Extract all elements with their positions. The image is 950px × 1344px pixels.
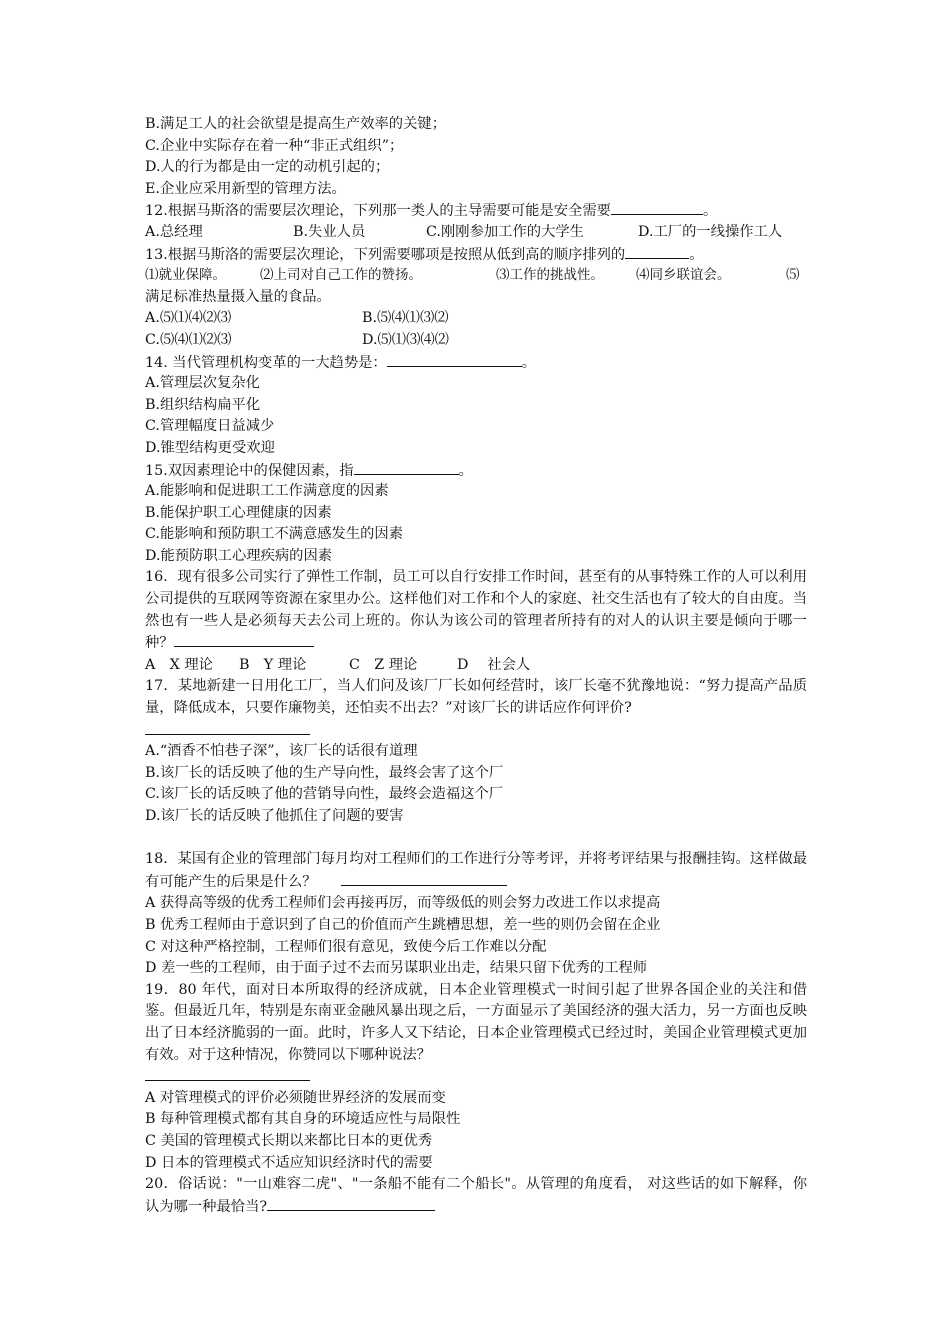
q14-option-d: D.锥型结构更受欢迎 xyxy=(145,439,275,456)
answer-blank xyxy=(611,200,703,215)
q16-options xyxy=(145,655,807,677)
q13-option-b: B.⑸⑷⑴⑶⑵ xyxy=(362,310,449,327)
q17-option-a: A.“酒香不怕巷子深”，该厂长的话很有道理 xyxy=(145,743,418,760)
q12-stem: 12.根据马斯洛的需要层次理论，下列那一类人的主导需要可能是安全需要 。 xyxy=(145,200,807,222)
q15-option-c: C.能影响和预防职工不满意感发生的因素 xyxy=(145,526,404,543)
q15-stem: 15.双因素理论中的保健因素，指 。 xyxy=(145,460,807,482)
q12-option-b: B.失业人员 xyxy=(293,223,366,240)
q12-options xyxy=(145,222,807,244)
answer-blank xyxy=(145,720,310,735)
q16-option-c: C Z 理论 xyxy=(349,656,418,673)
q13-option-d: D.⑸⑴⑶⑷⑵ xyxy=(362,331,449,348)
answer-blank xyxy=(354,460,459,475)
q14-option-c: C.管理幅度日益减少 xyxy=(145,418,275,435)
q14-stem: 14. 当代管理机构变革的一大趋势是： 。 xyxy=(145,352,807,374)
q19-option-d: D 日本的管理模式不适应知识经济时代的需要 xyxy=(145,1154,433,1171)
answer-blank xyxy=(267,1196,435,1211)
q13-options-row2 xyxy=(145,330,807,352)
q19-blank-line xyxy=(145,1066,807,1088)
q16-option-b: B Y 理论 xyxy=(239,656,307,673)
q17-option-d: D.该厂长的话反映了他抓住了问题的要害 xyxy=(145,808,404,824)
spacer xyxy=(145,828,807,850)
q11-option-c: C.企业中实际存在着一种“非正式组织”； xyxy=(145,137,404,154)
q18-stem: 18．某国有企业的管理部门每月均对工程师们的工作进行分等考评，并将考评结果与报酬挂钩。这样做最有可能产生的后果是什么？ xyxy=(145,851,807,890)
q15-option-a: A.能影响和促进职工工作满意度的因素 xyxy=(145,483,389,500)
q12-option-a: A.总经理 xyxy=(145,223,203,240)
q19-option-b: B 每种管理模式都有其自身的环境适应性与局限性 xyxy=(145,1111,461,1128)
q13-stem: 13.根据马斯洛的需要层次理论，下列需要哪项是按照从低到高的顺序排列的 。 xyxy=(145,244,807,266)
answer-blank xyxy=(387,352,522,367)
answer-blank xyxy=(625,244,689,259)
q13-options-row1 xyxy=(145,308,807,330)
q17-stem: 17．某地新建一日用化工厂，当人们问及该厂厂长如何经营时，该厂长毫不犹豫地说：“努力提高产品质量，降低成本，只要作廉物美，还怕卖不出去？”对该厂长的讲话应作何评价? xyxy=(145,678,807,717)
q17-option-c: C.该厂长的话反映了他的营销导向性，最终会造福这个厂 xyxy=(145,786,504,803)
answer-blank xyxy=(341,871,507,886)
q16-stem: 16．现有很多公司实行了弹性工作制，员工可以自行安排工作时间，甚至有的从事特殊工作的人可以利用公司提供的互联网等资源在家里办公。这样他们对工作和个人的家庭、社交生活也有了较大的自由度。当然也有一些人是必须每天去公司上班的。你认为该公司的管理者所持有的对人的认识主要是倾向于哪一种？ xyxy=(145,569,807,652)
q13-option-c: C.⑸⑷⑴⑵⑶ xyxy=(145,331,232,348)
q18-option-b: B 优秀工程师由于意识到了自己的价值而产生跳槽思想，差一些的则仍会留在企业 xyxy=(145,916,661,933)
q13-items-cont: 满足标准热量摄入量的食品。 xyxy=(145,288,331,305)
q13-option-a: A.⑸⑴⑷⑵⑶ xyxy=(145,310,232,327)
q18-option-a: A 获得高等级的优秀工程师们会再接再厉，而等级低的则会努力改进工作以求提高 xyxy=(145,895,661,912)
q11-option-d: D.人的行为都是由一定的动机引起的； xyxy=(145,159,390,176)
q16-option-a: A X 理论 xyxy=(145,656,213,673)
answer-blank xyxy=(145,1066,310,1081)
answer-blank xyxy=(174,632,314,647)
q18-option-c: C 对这种严格控制，工程师们很有意见，致使今后工作难以分配 xyxy=(145,938,547,955)
q17-option-b: B.该厂长的话反映了他的生产导向性，最终会害了这个厂 xyxy=(145,764,504,781)
q15-option-d: D.能预防职工心理疾病的因素 xyxy=(145,547,333,564)
q17-blank-line xyxy=(145,720,807,742)
q12-option-d: D.工厂的一线操作工人 xyxy=(638,223,783,240)
q14-option-a: A.管理层次复杂化 xyxy=(145,375,260,392)
document-page xyxy=(145,114,807,1218)
q19-stem: 19．80 年代，面对日本所取得的经济成就，日本企业管理模式一时间引起了世界各国企业的关注和借鉴。但最近几年，特别是东南亚金融风暴出现之后，一方面显示了美国经济的强大活力，另一方面也反映出了日本经济脆弱的一面。此时，许多人又下结论，日本企业管理模式已经过时，美国企业管理模式更加有效。对于这种情况，你赞同以下哪种说法？ xyxy=(145,981,807,1063)
q11-option-e: E.企业应采用新型的管理方法。 xyxy=(145,180,346,197)
q16-option-d: D 社会人 xyxy=(457,656,531,673)
q19-option-a: A 对管理模式的评价必须随世界经济的发展而变 xyxy=(145,1089,446,1106)
q14-option-b: B.组织结构扁平化 xyxy=(145,396,261,413)
q20-stem: 20．俗话说："一山难容二虎"、"一条船不能有二个船长"。从管理的角度看， 对这些话的如下解释，你认为哪一种最恰当? xyxy=(145,1176,807,1215)
q13-items: ⑴就业保障。 ⑵上司对自己工作的赞扬。 ⑶工作的挑战性。 ⑷同乡联谊会。 ⑸ xyxy=(145,267,800,284)
q12-option-c: C.刚刚参加工作的大学生 xyxy=(426,223,584,240)
q15-option-b: B.能保护职工心理健康的因素 xyxy=(145,504,332,521)
q18-option-d: D 差一些的工程师，由于面子过不去而另谋职业出走，结果只留下优秀的工程师 xyxy=(145,960,648,977)
q11-option-b: B.满足工人的社会欲望是提高生产效率的关键； xyxy=(145,116,446,132)
q19-option-c: C 美国的管理模式长期以来都比日本的更优秀 xyxy=(145,1132,433,1149)
